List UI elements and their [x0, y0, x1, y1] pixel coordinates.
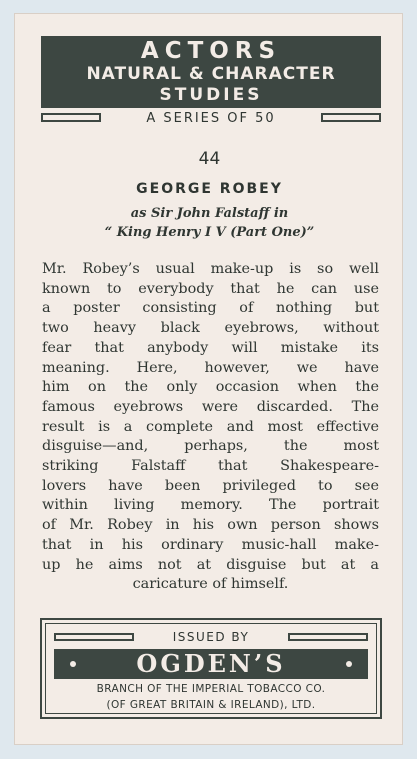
description-line: known to everybody that he can use	[42, 280, 379, 297]
description-line: him on the only occasion when the	[42, 379, 379, 396]
description-line: a poster consisting of nothing but	[42, 300, 379, 317]
brand-name: OGDEN’S	[136, 649, 286, 678]
issued-by-label: ISSUED BY	[172, 630, 250, 644]
role-line-1: as Sir John Falstaff in	[130, 206, 289, 221]
description-line: striking Falstaff that Shakespeare-	[42, 458, 379, 475]
description-line: that in his ordinary music-hall make-	[42, 536, 379, 553]
description-line: famous eyebrows were discarded. The	[42, 398, 379, 415]
description-line: meaning. Here, however, we have	[42, 359, 379, 376]
title-banner	[41, 36, 381, 108]
series-row	[41, 111, 381, 127]
issuer-box	[40, 618, 382, 719]
description-line: lovers have been privileged to see	[42, 477, 379, 494]
description-line: caricature of himself.	[132, 576, 289, 593]
title-line-3: STUDIES	[159, 85, 263, 105]
description-line: Mr. Robey’s usual make-up is so well	[42, 261, 379, 277]
card-number: 44	[198, 149, 221, 169]
issuer-bar-left	[54, 633, 134, 641]
description-line: fear that anybody will mistake its	[42, 339, 379, 356]
title-line-1: ACTORS	[140, 38, 282, 64]
description-line: within living memory. The portrait	[42, 497, 379, 514]
subject-name: GEORGE ROBEY	[136, 181, 283, 197]
series-label: A SERIES OF 50	[146, 111, 276, 126]
brand-band	[54, 649, 368, 679]
role-line-2: “ King Henry I V (Part One)”	[104, 225, 315, 240]
description-line: of Mr. Robey in his own person shows	[42, 517, 379, 534]
issuer-inner-border	[45, 623, 377, 714]
cigarette-card	[14, 13, 403, 745]
series-bar-left	[41, 113, 101, 122]
title-line-2: NATURAL & CHARACTER	[86, 64, 336, 84]
description-line: up he aims not at disguise but at a	[42, 556, 379, 573]
description-line: disguise—and, perhaps, the most	[42, 438, 379, 455]
description-line: two heavy black eyebrows, without	[42, 320, 379, 337]
branch-line-2: (OF GREAT BRITAIN & IRELAND), LTD.	[106, 699, 316, 711]
dot-ornament-icon	[346, 661, 352, 667]
branch-line-1: BRANCH OF THE IMPERIAL TOBACCO CO.	[96, 683, 326, 695]
series-bar-right	[321, 113, 381, 122]
issuer-bar-right	[288, 633, 368, 641]
description-line: result is a complete and most effective	[42, 418, 379, 435]
description	[42, 260, 379, 595]
